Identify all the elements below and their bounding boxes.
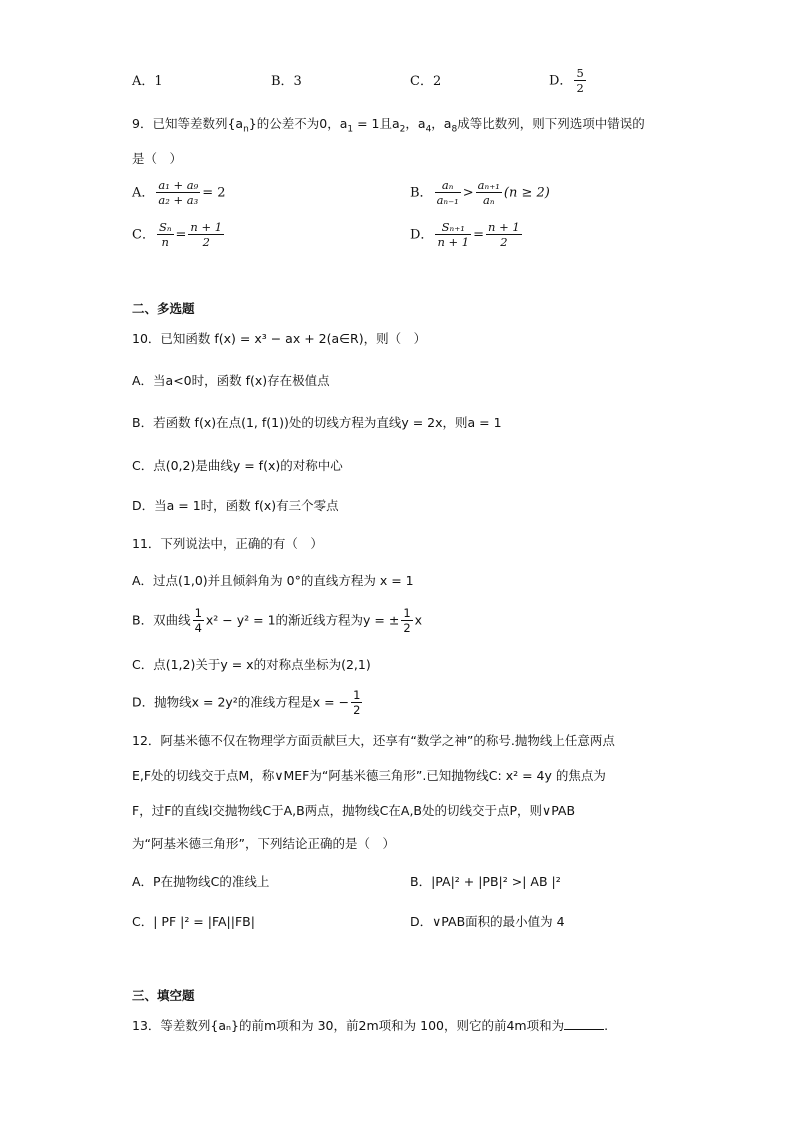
q12-stem-line1: 12．阿基米德不仅在物理学方面贡献巨大，还享有“数学之神”的称号.抛物线上任意两点 xyxy=(132,733,615,748)
q12-option-d: D．∨PAB面积的最小值为 4 xyxy=(410,914,565,929)
q9-option-d xyxy=(410,220,524,250)
q11-b-fraction xyxy=(193,606,204,636)
q9-d-left-fraction xyxy=(435,220,471,250)
q9-stem-line2: 是（ ） xyxy=(132,151,183,166)
q10-option-b: B．若函数 f(x)在点(1, f(1))处的切线方程为直线y = 2x，则a = 1 xyxy=(132,415,502,430)
q9-option-c xyxy=(132,220,226,250)
equation-rhs: = 2 xyxy=(202,185,226,201)
q9-stem xyxy=(132,118,645,135)
condition: (n ≥ 2) xyxy=(503,185,550,201)
q11-option-b xyxy=(132,606,422,636)
q12-stem-line4: 为“阿基米德三角形”，下列结论正确的是（ ） xyxy=(132,836,395,851)
q9-option-a xyxy=(132,178,226,208)
q11-b-text: x² − y² = 1的渐近线方程为y = ± xyxy=(205,612,400,628)
subscript: 1 xyxy=(347,124,354,135)
q9-b-left-fraction xyxy=(435,178,461,208)
q9-stem-part: }的公差不为0，a xyxy=(248,116,348,131)
answer-blank[interactable] xyxy=(564,1029,604,1030)
fraction-denominator: a₂ + a₃ xyxy=(158,193,199,208)
q9-stem-part: 成等比数列，则下列选项中错误的 xyxy=(457,116,645,131)
q11-b-text: B．双曲线 xyxy=(132,612,191,628)
q11-option-d xyxy=(132,688,364,718)
q11-b-text: x xyxy=(414,612,423,628)
subscript: 2 xyxy=(399,124,406,135)
subscript: 4 xyxy=(425,124,432,135)
q8-option-d-fraction xyxy=(574,66,585,96)
fraction-numerator: 1 xyxy=(403,606,411,620)
fraction-numerator: n + 1 xyxy=(488,220,520,234)
fraction-denominator: n xyxy=(161,235,169,250)
section-heading-multi-choice: 二、多选题 xyxy=(132,301,195,316)
q12-option-b: B．|PA|² + |PB|² >| AB |² xyxy=(410,874,561,889)
q10-option-c: C．点(0,2)是曲线y = f(x)的对称中心 xyxy=(132,458,343,473)
fraction-numerator: aₙ xyxy=(435,178,461,193)
q8-option-c: C．2 xyxy=(410,74,442,89)
q11-option-c: C．点(1,2)关于y = x的对称点坐标为(2,1) xyxy=(132,657,371,672)
section-heading-fill-blank: 三、填空题 xyxy=(132,988,195,1003)
q13-end: . xyxy=(604,1018,609,1033)
q8-option-d-label: D． xyxy=(549,73,573,89)
operator: > xyxy=(462,185,474,201)
q10-option-a: A．当a<0时，函数 f(x)存在极值点 xyxy=(132,373,330,388)
q9-b-right-fraction xyxy=(476,178,502,208)
fraction-numerator: Sₙ₊₁ xyxy=(435,220,471,235)
fraction-numerator: aₙ₊₁ xyxy=(477,178,500,192)
q11-d-fraction xyxy=(351,688,362,718)
subscript: n xyxy=(243,124,249,135)
fraction-numerator: 5 xyxy=(576,66,584,80)
q9-option-b xyxy=(410,178,550,208)
q9-stem-part: 9．已知等差数列{a xyxy=(132,116,244,131)
q11-d-text: D．抛物线x = 2y²的准线方程是x = − xyxy=(132,694,350,710)
subscript: 8 xyxy=(451,124,458,135)
q8-option-b: B．3 xyxy=(271,74,302,89)
q9-stem-part: = 1且a xyxy=(353,116,400,131)
option-label: A． xyxy=(132,185,155,201)
fraction-denominator: aₙ₋₁ xyxy=(436,193,459,208)
q9-c-left-fraction xyxy=(157,220,174,250)
fraction-denominator: 2 xyxy=(576,81,584,96)
option-label: C． xyxy=(132,227,155,243)
q9-stem-part: ，a xyxy=(405,116,426,131)
fraction-denominator: 2 xyxy=(353,703,361,718)
q10-option-d: D．当a = 1时，函数 f(x)有三个零点 xyxy=(132,498,339,513)
q11-option-a: A．过点(1,0)并且倾斜角为 0°的直线方程为 x = 1 xyxy=(132,573,414,588)
fraction-denominator: 2 xyxy=(202,235,210,250)
q9-a-fraction xyxy=(156,178,200,208)
q12-stem-line3: F，过F的直线l交抛物线C于A,B两点，抛物线C在A,B处的切线交于点P，则∨PAB xyxy=(132,803,576,818)
q8-option-a: A．1 xyxy=(132,74,163,89)
q12-stem-line2: E,F处的切线交于点M，称∨MEF为“阿基米德三角形”.已知抛物线C: x² = 4y 的焦点为 xyxy=(132,768,606,783)
fraction-denominator: aₙ xyxy=(483,193,495,208)
q9-d-right-fraction xyxy=(486,220,522,250)
fraction-denominator: 2 xyxy=(500,235,508,250)
fraction-denominator: 4 xyxy=(194,621,202,636)
option-label: B． xyxy=(410,185,433,201)
q8-option-d xyxy=(549,66,588,96)
q11-b-fraction-2 xyxy=(401,606,412,636)
q9-c-right-fraction xyxy=(188,220,224,250)
option-label: D． xyxy=(410,227,434,243)
fraction-denominator: 2 xyxy=(403,621,411,636)
q10-stem: 10．已知函数 f(x) = x³ − ax + 2(a∈R)，则（ ） xyxy=(132,331,427,346)
operator: = xyxy=(175,227,187,243)
fraction-numerator: Sₙ xyxy=(158,220,172,234)
fraction-numerator: a₁ + a₉ xyxy=(158,178,199,192)
q12-option-c: C．| PF |² = |FA||FB| xyxy=(132,914,255,929)
fraction-numerator: n + 1 xyxy=(190,220,223,234)
q13-text: 13．等差数列{aₙ}的前m项和为 30，前2m项和为 100，则它的前4m项和为 xyxy=(132,1018,565,1033)
operator: = xyxy=(473,227,485,243)
q11-stem: 11．下列说法中，正确的有（ ） xyxy=(132,536,323,551)
fraction-numerator: 1 xyxy=(194,606,202,620)
fraction-numerator: 1 xyxy=(353,688,361,702)
fraction-denominator: n + 1 xyxy=(437,235,470,250)
q12-option-a: A．P在抛物线C的准线上 xyxy=(132,874,270,889)
q13-stem xyxy=(132,1020,608,1033)
q9-stem-part: ，a xyxy=(431,116,452,131)
